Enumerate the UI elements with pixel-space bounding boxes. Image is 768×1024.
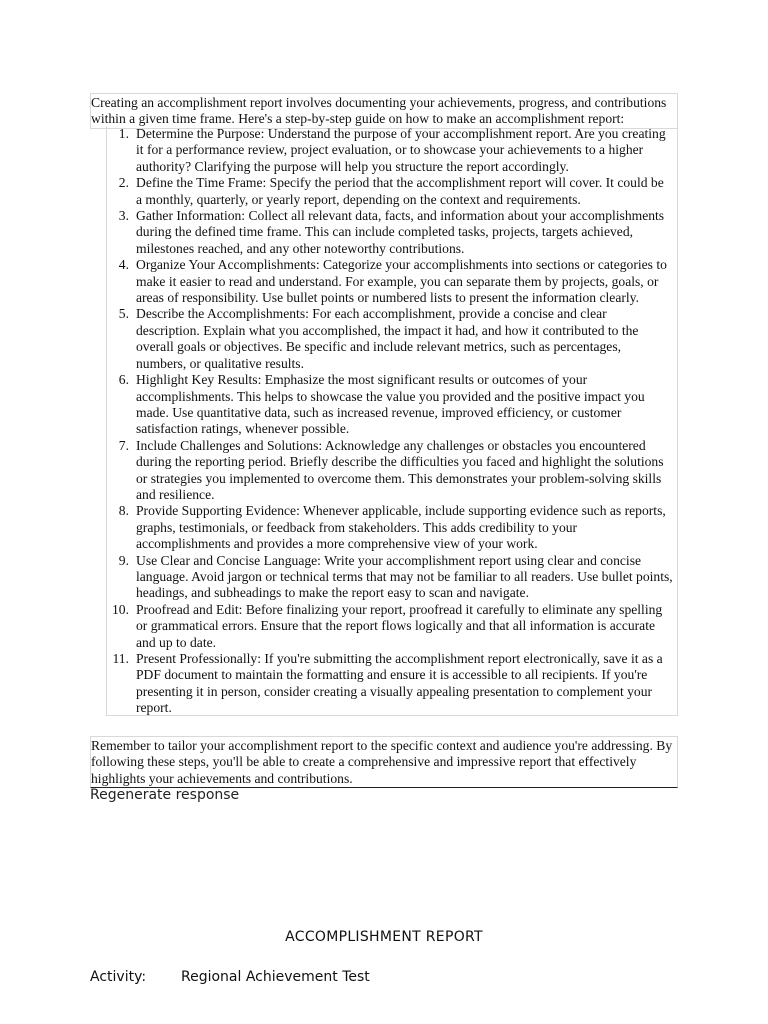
list-item — [107, 208, 677, 257]
intro-block — [90, 93, 678, 129]
step-text: Provide Supporting Evidence: Whenever applicable, include supporting evidence such as reports, graphs, testimonials, or feedback from stakeholders. This adds credibility to your accomplishments and provides a more comprehensive view of your work. — [136, 503, 666, 552]
step-text: Define the Time Frame: Specify the period that the accomplishment report will cover. It could be a monthly, quarterly, or yearly report, depending on the context and requirements. — [136, 175, 664, 207]
closing-block — [90, 736, 678, 788]
list-item — [107, 438, 677, 504]
step-number: 7. — [118, 437, 129, 453]
list-item — [107, 503, 677, 552]
intro-paragraph: Creating an accomplishment report involves documenting your achievements, progress, and contributions within a given time frame. Here's a step-by-step guide on how to make an accomplishment report: — [91, 95, 667, 127]
list-item — [107, 651, 677, 717]
activity-value: Regional Achievement Test — [181, 969, 370, 985]
step-number: 8. — [118, 503, 129, 519]
step-text: Describe the Accomplishments: For each accomplishment, provide a concise and clear description. Explain what you accomplished, the impact it had, and how it contributed to the overall goals or objectives. Be specific and include relevant metrics, such as percentages, numbers, or qualitative results. — [136, 306, 639, 371]
activity-label: Activity: — [90, 969, 147, 985]
step-number: 6. — [118, 372, 129, 388]
page-title: ACCOMPLISHMENT REPORT — [285, 929, 483, 945]
step-text: Gather Information: Collect all relevant data, facts, and information about your accomplishments during the defined time frame. This can include completed tasks, projects, targets achieved, milestones reached, and any other noteworthy contributions. — [136, 208, 665, 256]
step-text: Include Challenges and Solutions: Acknowledge any challenges or obstacles you encountered during the reporting period. Briefly describe the difficulties you faced and highlight the solutions or strategies you implemented to overcome them. This demonstrates your problem-solving skills and resilience. — [136, 437, 664, 502]
step-number: 9. — [118, 552, 129, 568]
step-text: Determine the Purpose: Understand the purpose of your accomplishment report. Are you creating it for a performance review, project evaluation, or to showcase your achievements to a higher authority? Clarifying the purpose will help you structure the report accordingly. — [136, 126, 666, 174]
regenerate-response-button[interactable]: Regenerate response — [90, 787, 240, 803]
list-item — [107, 553, 677, 602]
step-text: Present Professionally: If you're submitting the accomplishment report electronically, save it as a PDF document to maintain the formatting and ensure it is accessible to all recipients. If you're presenting it in person, consider creating a visually appealing presentation to complement your report. — [136, 651, 663, 716]
closing-paragraph: Remember to tailor your accomplishment report to the specific context and audience you're addressing. By following these steps, you'll be able to create a comprehensive and impressive report that effectively highlights your achievements and contributions. — [91, 738, 673, 786]
steps-list — [107, 126, 677, 717]
step-text: Highlight Key Results: Emphasize the most significant results or outcomes of your accomplishments. This helps to showcase the value you provided and the positive impact you made. Use quantitative data, such as increased revenue, improved efficiency, or customer satisfaction ratings, whenever possible. — [136, 372, 645, 437]
step-number: 11. — [112, 651, 129, 666]
step-text: Organize Your Accomplishments: Categorize your accomplishments into sections or categories to make it easier to read and understand. For example, you can separate them by projects, goals, or areas of responsibility. Use bullet points or numbered lists to present the information clearly. — [136, 257, 667, 306]
step-number: 1. — [118, 126, 129, 141]
list-item — [107, 372, 677, 438]
list-item — [107, 175, 677, 208]
step-number: 2. — [118, 175, 129, 191]
step-text: Proofread and Edit: Before finalizing your report, proofread it carefully to eliminate any spelling or grammatical errors. Ensure that the report flows logically and that all information is accurate and up to date. — [136, 601, 663, 650]
step-number: 5. — [118, 306, 129, 322]
list-item — [107, 306, 677, 372]
step-number: 10. — [112, 601, 129, 617]
activity-row — [90, 969, 370, 985]
steps-block — [106, 126, 678, 716]
list-item — [107, 602, 677, 651]
list-item — [107, 257, 677, 306]
step-number: 4. — [118, 257, 129, 273]
step-text: Use Clear and Concise Language: Write your accomplishment report using clear and concise language. Avoid jargon or technical terms that may not be familiar to all readers. Use bullet points, headings, and subheadings to make the report easy to scan and navigate. — [136, 552, 673, 601]
step-number: 3. — [118, 208, 129, 224]
list-item — [107, 126, 677, 175]
